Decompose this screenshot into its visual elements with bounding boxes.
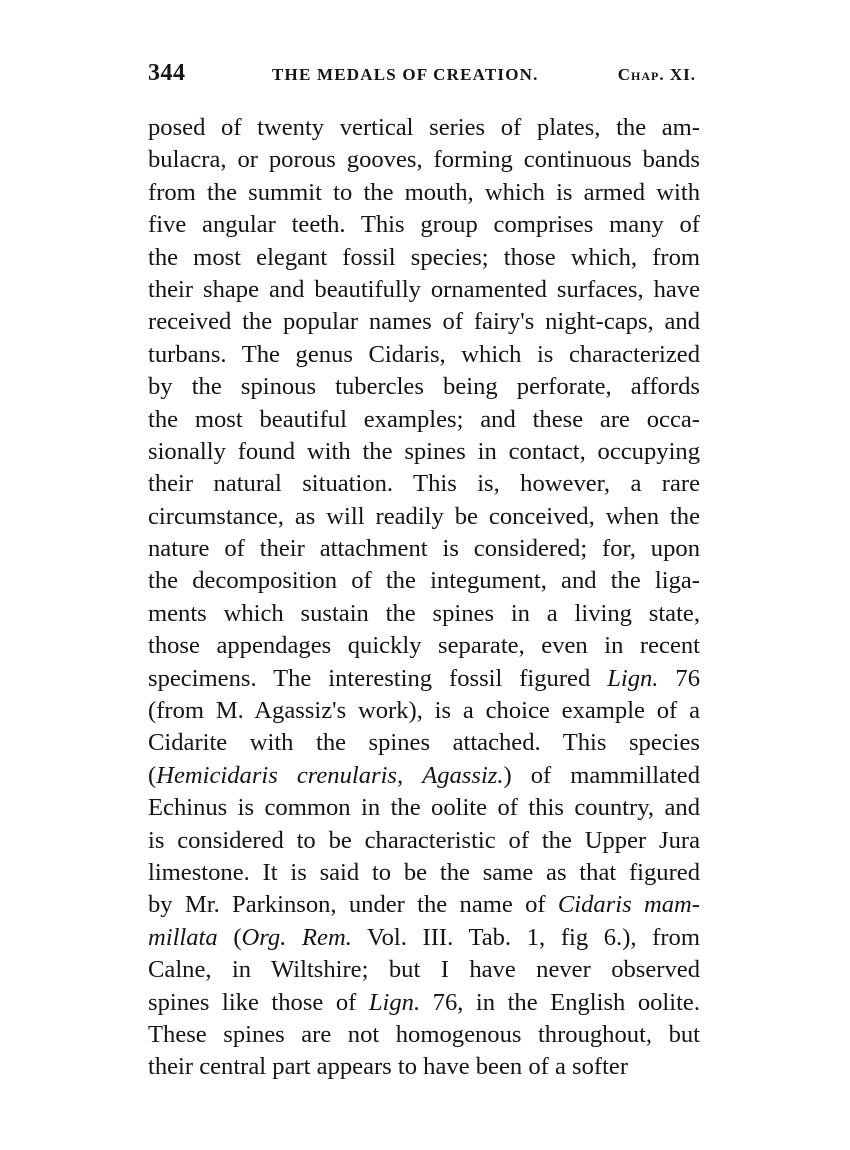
text-line-with-italics [148, 663, 700, 695]
text-line: sionally found with the spines in contact, occupying [148, 437, 700, 465]
running-title: THE MEDALS OF CREATION. [272, 65, 539, 84]
text-run: spines like those of [148, 988, 369, 1016]
text-run: ( [148, 761, 157, 789]
text-line-with-italics [148, 987, 700, 1019]
text-line: their central part appears to have been of a softer [148, 1053, 629, 1081]
text-line: bulacra, or porous gooves, forming continuous bands [148, 146, 700, 174]
text-line: their natural situation. This is, however, a rare [148, 470, 700, 498]
text-run: Vol. III. Tab. 1, fig 6.), from [351, 923, 700, 951]
running-header [148, 60, 696, 90]
text-run: specimens. The interesting fossil figured [148, 664, 608, 692]
text-line: Echinus is common in the oolite of this country, and [148, 794, 700, 822]
text-line: Cidarite with the spines attached. This species [148, 729, 700, 757]
italic-author-name: Agassiz. [422, 761, 504, 789]
text-line: the most elegant fossil species; those which, from [148, 243, 700, 271]
text-line: received the popular names of fairy's night-caps, and [148, 308, 700, 336]
text-line: five angular teeth. This group comprises many of [148, 211, 700, 239]
text-line-with-italics [148, 889, 700, 921]
text-line: the most beautiful examples; and these are occa- [148, 405, 700, 433]
text-run: ( [217, 923, 242, 951]
text-line: is considered to be characteristic of the Upper Jura [148, 826, 700, 854]
text-line: circumstance, as will readily be conceived, when the [148, 502, 700, 530]
italic-species-name: Hemicidaris crenularis [156, 761, 398, 789]
text-line: ments which sustain the spines in a living state, [148, 599, 700, 627]
italic-citation: Lign. [368, 988, 421, 1016]
italic-species-name: millata [148, 923, 218, 951]
italic-species-name: Cidaris mam- [557, 891, 700, 919]
text-line: their shape and beautifully ornamented surfaces, have [148, 275, 700, 303]
text-line: limestone. It is said to be the same as that figured [148, 858, 700, 886]
text-line: These spines are not homogenous throughout, but [148, 1020, 700, 1048]
text-line: turbans. The genus Cidaris, which is characterized [148, 340, 700, 368]
italic-citation: Lign. [607, 664, 659, 692]
text-line: Calne, in Wiltshire; but I have never observed [148, 956, 700, 984]
text-run: , [397, 761, 423, 789]
text-run: by Mr. Parkinson, under the name of [148, 891, 558, 919]
text-line: from the summit to the mouth, which is armed with [148, 178, 700, 206]
italic-citation: Org. Rem. [241, 923, 352, 951]
text-run: 76, in the English oolite. [420, 988, 700, 1016]
text-run: 76 [658, 664, 700, 692]
text-run: ) of mammillated [503, 761, 700, 789]
body-text [148, 112, 700, 1084]
text-line: (from M. Agassiz's work), is a choice example of a [148, 697, 700, 725]
text-line: the decomposition of the integument, and the liga- [148, 567, 700, 595]
text-line-with-italics [148, 922, 700, 954]
page-number: 344 [148, 60, 186, 86]
text-line: posed of twenty vertical series of plates, the am- [148, 114, 700, 141]
text-line: nature of their attachment is considered; for, upon [148, 535, 700, 563]
text-line-with-italics [148, 760, 700, 792]
text-line: by the spinous tubercles being perforate, affords [148, 373, 700, 401]
chapter-label: Chap. XI. [617, 65, 696, 84]
text-line: those appendages quickly separate, even in recent [148, 632, 700, 660]
